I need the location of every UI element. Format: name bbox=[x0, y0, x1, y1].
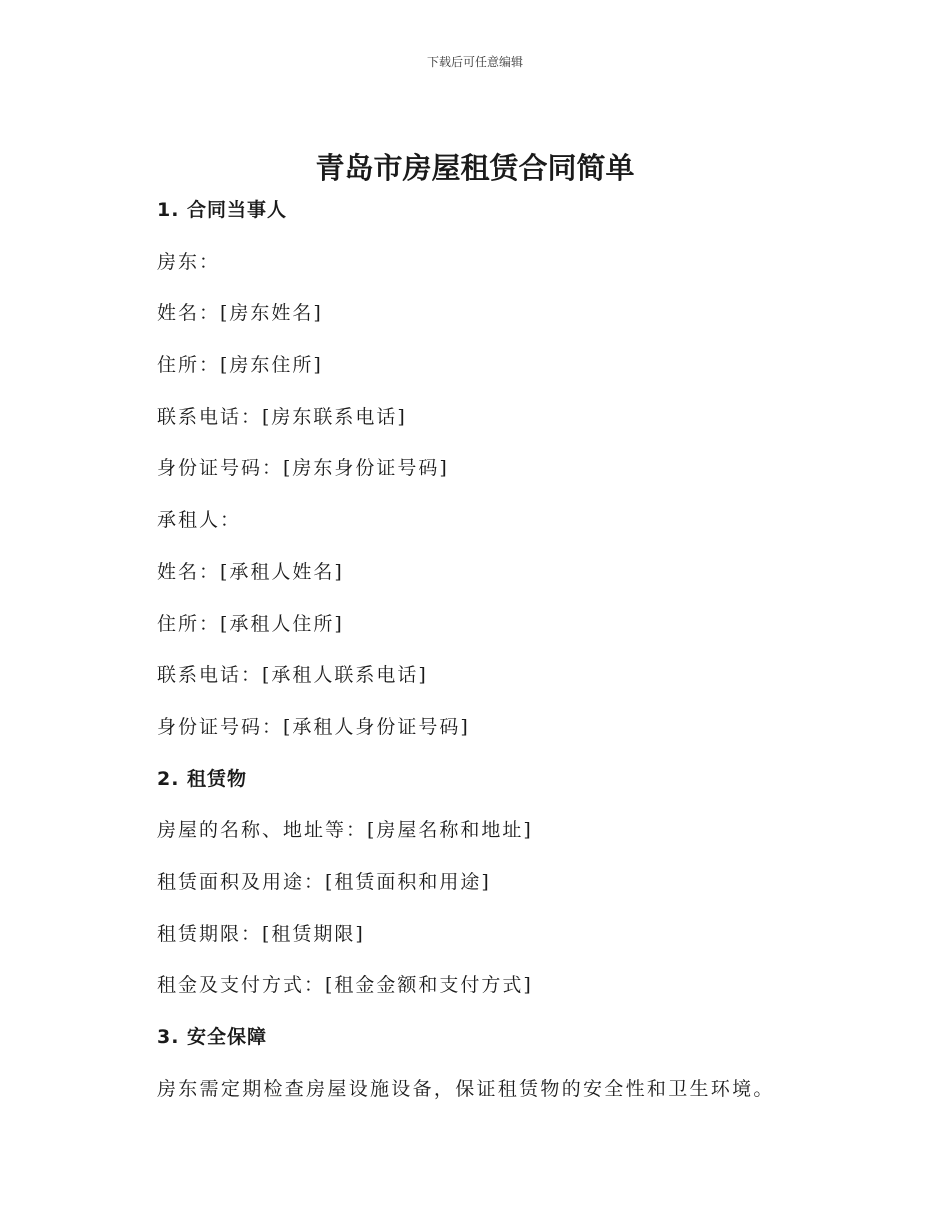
tenant-id-line: 身份证号码：[承租人身份证号码] bbox=[157, 715, 470, 738]
landlord-address-line: 住所：[房东住所] bbox=[157, 354, 323, 377]
document-title: 青岛市房屋租赁合同简单 bbox=[315, 151, 635, 185]
landlord-id-line: 身份证号码：[房东身份证号码] bbox=[157, 457, 449, 480]
safety-paragraph: 房东需定期检查房屋设施设备，保证租赁物的安全性和卫生环境。 bbox=[157, 1077, 775, 1100]
property-area-use-line: 租赁面积及用途：[租赁面积和用途] bbox=[157, 870, 491, 893]
property-name-address-line: 房屋的名称、地址等：[房屋名称和地址] bbox=[157, 819, 533, 842]
lease-term-line: 租赁期限：[租赁期限] bbox=[157, 922, 365, 945]
document-body bbox=[157, 192, 857, 1122]
section-heading-property: 2. 租赁物 bbox=[157, 767, 248, 790]
section-heading-safety: 3. 安全保障 bbox=[157, 1026, 268, 1048]
landlord-phone-line: 联系电话：[房东联系电话] bbox=[157, 405, 407, 428]
tenant-phone-line: 联系电话：[承租人联系电话] bbox=[157, 664, 428, 687]
tenant-name-line: 姓名：[承租人姓名] bbox=[157, 560, 344, 583]
landlord-name-line: 姓名：[房东姓名] bbox=[157, 302, 323, 325]
tenant-label: 承租人： bbox=[157, 509, 242, 532]
page-header: 下载后可任意编辑 bbox=[426, 55, 523, 69]
landlord-label: 房东： bbox=[157, 250, 221, 273]
tenant-address-line: 住所：[承租人住所] bbox=[157, 612, 344, 635]
section-heading-parties: 1. 合同当事人 bbox=[157, 199, 288, 221]
rent-payment-line: 租金及支付方式：[租金金额和支付方式] bbox=[157, 974, 533, 997]
